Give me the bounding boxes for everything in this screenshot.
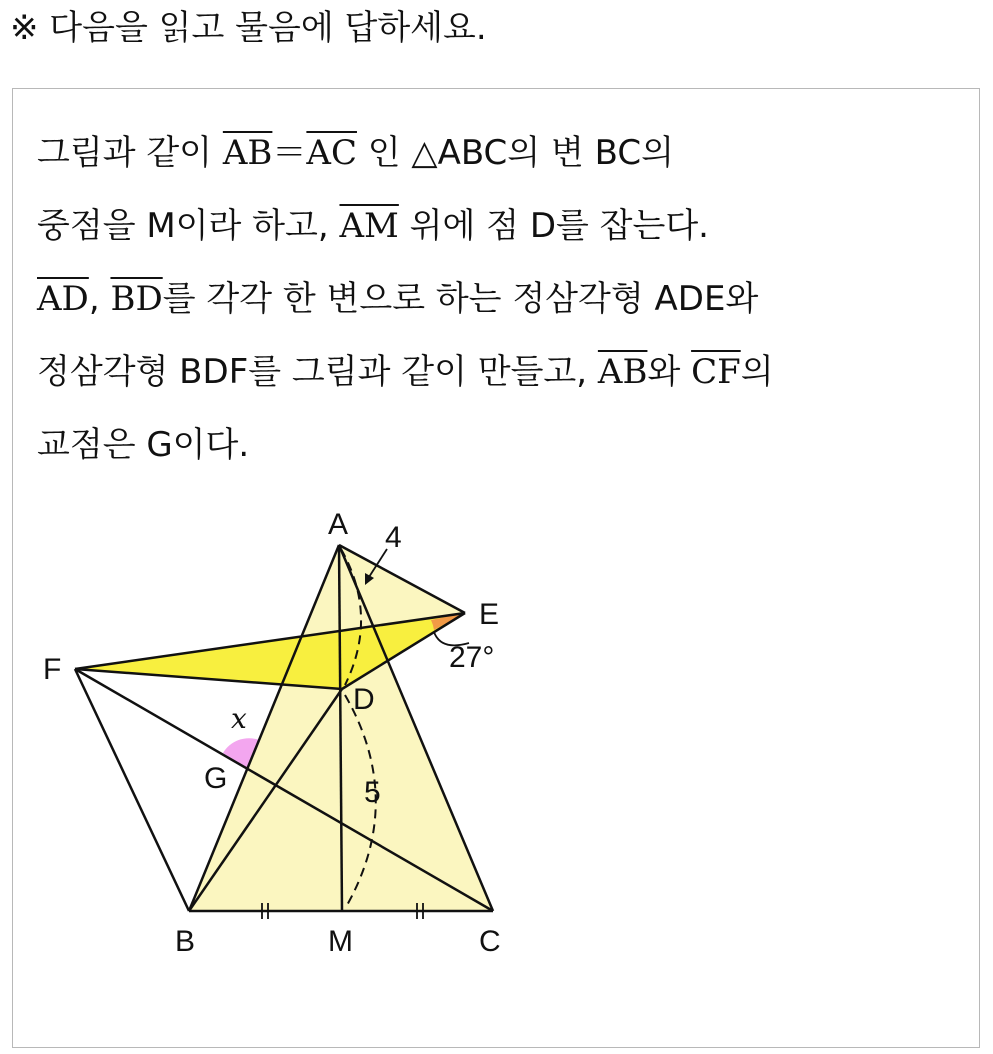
text-segment: 중점을 M이라 하고,	[37, 206, 340, 246]
label-angle-e: 27°	[449, 641, 495, 674]
segment-ad: $\overline{AD}$	[37, 279, 89, 319]
segment-bd: $\overline{BD}$	[110, 279, 163, 319]
text-segment: 교점은 G이다.	[37, 425, 250, 465]
text-segment: 와	[647, 352, 692, 392]
comma: ,	[88, 279, 111, 319]
label-b: B	[175, 925, 196, 958]
text-segment: 정삼각형 BDF를 그림과 같이 만들고,	[37, 352, 598, 392]
segment-ab: $\overline{AB}$	[222, 133, 273, 173]
segment-am: $\overline{AM}$	[339, 206, 399, 246]
problem-box	[12, 88, 980, 1048]
text-segment: 그림과 같이	[37, 133, 223, 173]
label-len-dm: 5	[364, 776, 381, 809]
segment-cf: $\overline{CF}$	[691, 352, 741, 392]
instruction-header: ※ 다음을 읽고 물음에 답하세요.	[10, 8, 487, 48]
label-g: G	[204, 762, 228, 795]
label-e: E	[479, 598, 500, 631]
label-c: C	[479, 925, 501, 958]
text-segment: 의	[740, 352, 774, 392]
label-angle-x: x	[231, 702, 247, 735]
label-f: F	[43, 653, 62, 686]
segment-ab: $\overline{AB}$	[597, 352, 648, 392]
segment-ac: $\overline{AC}$	[306, 133, 357, 173]
label-m: M	[328, 925, 353, 958]
label-d: D	[353, 683, 375, 716]
text-segment: 인 △ABC의 변 BC의	[356, 133, 674, 173]
text-segment: 를 각각 한 변으로 하는 정삼각형 ADE와	[162, 279, 759, 319]
label-len-ad: 4	[385, 521, 402, 554]
edge-fb	[75, 669, 189, 911]
geometry-figure	[13, 89, 979, 1047]
text-segment: 위에 점 D를 잡는다.	[398, 206, 709, 246]
equals-sign: ＝	[272, 133, 307, 173]
label-a: A	[328, 508, 349, 541]
yellow-region-fed	[75, 613, 465, 689]
